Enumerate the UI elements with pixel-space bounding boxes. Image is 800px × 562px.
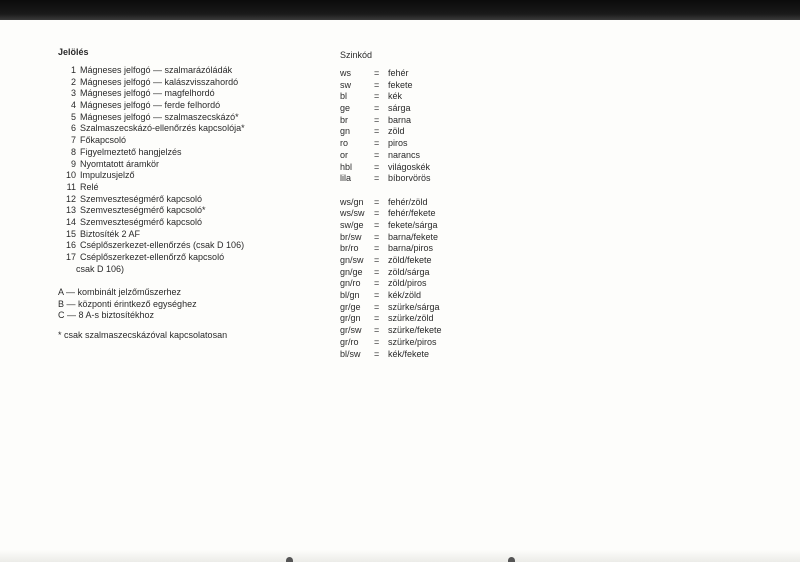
- legend-item-continuation: csak D 106): [76, 263, 125, 274]
- color-name: sárga: [388, 103, 411, 114]
- color-code-row: [340, 232, 540, 244]
- color-code-row: [340, 197, 540, 209]
- item-number: 5: [70, 111, 76, 122]
- binding-hole: [508, 557, 515, 562]
- color-code-row: [340, 220, 540, 232]
- page-bottom-edge: [0, 550, 800, 562]
- item-number: 17: [65, 252, 76, 262]
- legend-item: [58, 100, 338, 112]
- color-name: fehér/zöld: [388, 196, 428, 207]
- legend-item: [58, 217, 338, 229]
- item-text: Mágneses jelfogó — szalmarázóládák: [80, 65, 233, 75]
- color-code-row: [340, 243, 540, 255]
- item-text: Cséplőszerkezet-ellenőrzés (csak D 106): [80, 240, 245, 251]
- equals-sign: =: [374, 68, 380, 78]
- equals-sign: =: [374, 231, 380, 242]
- equals-sign: =: [374, 103, 380, 114]
- color-name: szürke/sárga: [388, 301, 440, 312]
- connector-b: B — központi érintkező egységhez: [58, 298, 197, 309]
- item-number: 16: [65, 240, 76, 251]
- color-code-row: [340, 126, 540, 138]
- color-code-row: [340, 208, 540, 220]
- color-code: ge: [340, 103, 351, 114]
- equals-sign: =: [374, 114, 380, 125]
- color-code-row: [340, 103, 540, 115]
- equals-sign: =: [374, 336, 380, 347]
- legend-item: [58, 229, 338, 241]
- color-code: ws/gn: [340, 196, 364, 207]
- equals-sign: =: [374, 290, 380, 301]
- color-code: lila: [340, 173, 352, 184]
- equals-sign: =: [374, 313, 380, 324]
- legend-item: [58, 170, 338, 182]
- color-code: hbl: [340, 161, 353, 172]
- equals-sign: =: [374, 325, 380, 336]
- legend-item: [58, 147, 338, 159]
- color-code-row: [340, 290, 540, 302]
- color-name: fehér/fekete: [388, 208, 436, 219]
- item-text: Biztosíték 2 AF: [80, 228, 141, 239]
- item-number: 11: [66, 181, 76, 192]
- equals-sign: =: [374, 301, 380, 312]
- color-code-row: [340, 138, 540, 150]
- item-number: 12: [65, 193, 76, 204]
- color-code: br/ro: [340, 243, 359, 254]
- connector-c: C — 8 A-s biztosítékhoz: [58, 310, 155, 321]
- legend-item: [58, 205, 338, 217]
- item-text: Figyelmeztető hangjelzés: [80, 146, 182, 157]
- equals-sign: =: [374, 219, 380, 230]
- color-code-row: [340, 115, 540, 127]
- legend-item: [58, 123, 338, 135]
- color-code: gr/ge: [340, 301, 361, 312]
- color-code-legend: [340, 49, 540, 360]
- equals-sign: =: [374, 161, 380, 172]
- color-code-row: [340, 267, 540, 279]
- color-code: gn/sw: [340, 255, 364, 265]
- color-name: fekete: [388, 79, 413, 90]
- item-number: 6: [70, 123, 76, 134]
- connector-a: A — kombinált jelzőműszerhez: [58, 287, 182, 298]
- item-text: Impulzusjelző: [80, 170, 135, 181]
- legend-item: [58, 159, 338, 171]
- binding-hole: [286, 557, 293, 562]
- color-name: barna: [388, 114, 412, 125]
- color-code: sw/ge: [340, 219, 364, 230]
- item-text: Mágneses jelfogó — magfelhordó: [80, 88, 215, 99]
- color-code-row: [340, 80, 540, 92]
- color-name: fehér: [388, 68, 409, 78]
- color-code-row: [340, 337, 540, 349]
- color-code: gn/ro: [340, 278, 361, 289]
- color-code: ws/sw: [340, 208, 365, 219]
- color-name: zöld/sárga: [388, 266, 430, 277]
- equals-sign: =: [374, 278, 380, 289]
- color-code: gn: [340, 126, 351, 137]
- legend-item: [58, 240, 338, 252]
- color-code: bl: [340, 91, 348, 102]
- equals-sign: =: [374, 208, 380, 219]
- color-code: bl/sw: [340, 348, 361, 359]
- legend-item: [58, 182, 338, 194]
- color-name: barna/piros: [388, 243, 434, 254]
- color-code: gr/ro: [340, 336, 359, 347]
- color-name: bíborvörös: [388, 173, 431, 184]
- item-text: Nyomtatott áramkör: [80, 158, 160, 169]
- legend-item: [58, 65, 338, 77]
- color-code: br: [340, 114, 349, 125]
- item-number: 13: [65, 205, 76, 216]
- color-name: kék/fekete: [388, 348, 430, 359]
- color-code: bl/gn: [340, 290, 360, 301]
- item-text: Cséplőszerkezet-ellenőrző kapcsoló: [80, 252, 225, 262]
- equals-sign: =: [374, 255, 380, 265]
- item-number: 14: [65, 216, 76, 227]
- color-code: sw: [340, 79, 351, 90]
- footnote: * csak szalmaszecskázóval kapcsolatosan: [58, 330, 228, 341]
- color-code-heading: Szinkód: [340, 50, 373, 60]
- item-number: 15: [65, 228, 76, 239]
- color-code-row: [340, 325, 540, 337]
- color-name: zöld/fekete: [388, 255, 432, 265]
- item-number: 3: [70, 88, 76, 99]
- color-code: ro: [340, 138, 349, 149]
- color-name: fekete/sárga: [388, 219, 438, 230]
- color-code: gn/ge: [340, 266, 363, 277]
- item-number: 8: [70, 146, 76, 157]
- item-number: 10: [65, 170, 76, 181]
- item-text: Mágneses jelfogó — kalászvisszahordó: [80, 76, 239, 87]
- equals-sign: =: [374, 173, 380, 184]
- color-name: narancs: [388, 149, 421, 160]
- legend-item: [58, 252, 338, 264]
- item-number: 1: [70, 65, 76, 75]
- color-code-row: [340, 302, 540, 314]
- equals-sign: =: [374, 79, 380, 90]
- color-code-row: [340, 68, 540, 80]
- color-name: szürke/zöld: [388, 313, 434, 324]
- color-code-row: [340, 150, 540, 162]
- color-code-row: [340, 162, 540, 174]
- color-name: kék: [388, 91, 403, 102]
- color-name: szürke/fekete: [388, 325, 442, 336]
- color-code-row: [340, 91, 540, 103]
- legend-item: [58, 77, 338, 89]
- color-code-row: [340, 349, 540, 361]
- color-name: kék/zöld: [388, 290, 422, 301]
- color-name: világoskék: [388, 161, 431, 172]
- color-code: ws: [340, 68, 351, 78]
- item-number: 9: [70, 158, 76, 169]
- item-number: 7: [70, 135, 76, 146]
- dark-top-border: [0, 0, 800, 20]
- legend-item: [58, 135, 338, 147]
- color-name: szürke/piros: [388, 336, 437, 347]
- equals-sign: =: [374, 149, 380, 160]
- item-text: Szemveszteségmérő kapcsoló*: [80, 205, 206, 216]
- item-text: Mágneses jelfogó — szalmaszecskázó*: [80, 111, 239, 122]
- color-code-row: [340, 173, 540, 185]
- legend-designations: [58, 46, 338, 342]
- equals-sign: =: [374, 348, 380, 359]
- equals-sign: =: [374, 196, 380, 207]
- equals-sign: =: [374, 126, 380, 137]
- legend-item: [58, 112, 338, 124]
- color-code-row: [340, 313, 540, 325]
- item-text: Szemveszteségmérő kapcsoló: [80, 216, 203, 227]
- color-name: zöld: [388, 126, 405, 137]
- color-name: barna/fekete: [388, 231, 439, 242]
- equals-sign: =: [374, 91, 380, 102]
- color-code: gr/gn: [340, 313, 361, 324]
- color-code: gr/sw: [340, 325, 362, 336]
- equals-sign: =: [374, 243, 380, 254]
- item-text: Szalmaszecskázó-ellenőrzés kapcsolója*: [80, 123, 245, 134]
- legend-item: [58, 194, 338, 206]
- item-number: 4: [70, 100, 76, 111]
- color-name: zöld/piros: [388, 278, 427, 289]
- item-text: Relé: [80, 181, 99, 192]
- color-code-row: [340, 255, 540, 267]
- equals-sign: =: [374, 138, 380, 149]
- item-text: Mágneses jelfogó — ferde felhordó: [80, 100, 221, 111]
- item-text: Szemveszteségmérő kapcsoló: [80, 193, 203, 204]
- color-code: or: [340, 149, 349, 160]
- color-code: br/sw: [340, 231, 362, 242]
- color-name: piros: [388, 138, 408, 149]
- designations-heading: Jelölés: [58, 47, 89, 57]
- item-number: 2: [70, 76, 76, 87]
- item-text: Főkapcsoló: [80, 135, 127, 146]
- equals-sign: =: [374, 266, 380, 277]
- legend-item: [58, 88, 338, 100]
- color-code-row: [340, 278, 540, 290]
